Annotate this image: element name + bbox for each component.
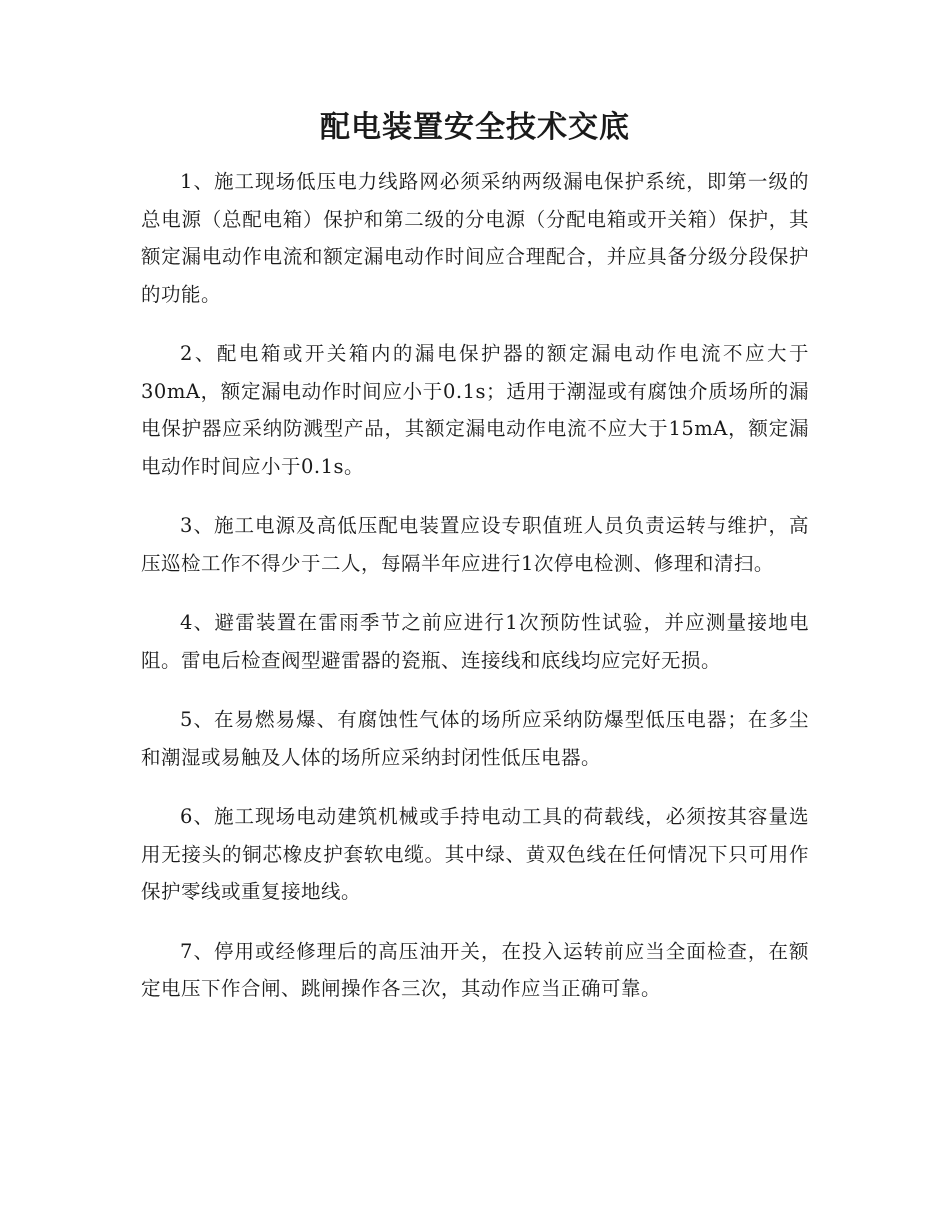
paragraph-7: 7、停用或经修理后的高压油开关，在投入运转前应当全面检查，在额定电压下作合闸、跳闸操作各三次，其动作应当正确可靠。 [141,939,809,1000]
paragraph-6: 6、施工现场电动建筑机械或手持电动工具的荷载线，必须按其容量选用无接头的铜芯橡皮护套软电缆。其中绿、黄双色线在任何情况下只可用作保护零线或重复接地线。 [141,805,809,903]
document-title: 配电装置安全技术交底 [320,110,630,145]
paragraph-2: 2、配电箱或开关箱内的漏电保护器的额定漏电动作电流不应大于30mA，额定漏电动作时间应小于0.1s；适用于潮湿或有腐蚀介质场所的漏电保护器应采纳防溅型产品，其额定漏电动作电流不应大于15mA，额定漏电动作时间应小于0.1s。 [141,342,809,478]
paragraph-3: 3、施工电源及高低压配电装置应设专职值班人员负责运转与维护，高压巡检工作不得少于二人，每隔半年应进行1次停电检测、修理和清扫。 [141,514,809,575]
paragraph-4: 4、避雷装置在雷雨季节之前应进行1次预防性试验，并应测量接地电阻。雷电后检查阀型避雷器的瓷瓶、连接线和底线均应完好无损。 [141,611,809,672]
document-body [141,163,809,1030]
paragraph-1: 1、施工现场低压电力线路网必须采纳两级漏电保护系统，即第一级的总电源（总配电箱）保护和第二级的分电源（分配电箱或开关箱）保护，其额定漏电动作电流和额定漏电动作时间应合理配合，并应具备分级分段保护的功能。 [141,170,809,306]
paragraph-5: 5、在易燃易爆、有腐蚀性气体的场所应采纳防爆型低压电器；在多尘和潮湿或易触及人体的场所应采纳封闭性低压电器。 [141,708,809,769]
